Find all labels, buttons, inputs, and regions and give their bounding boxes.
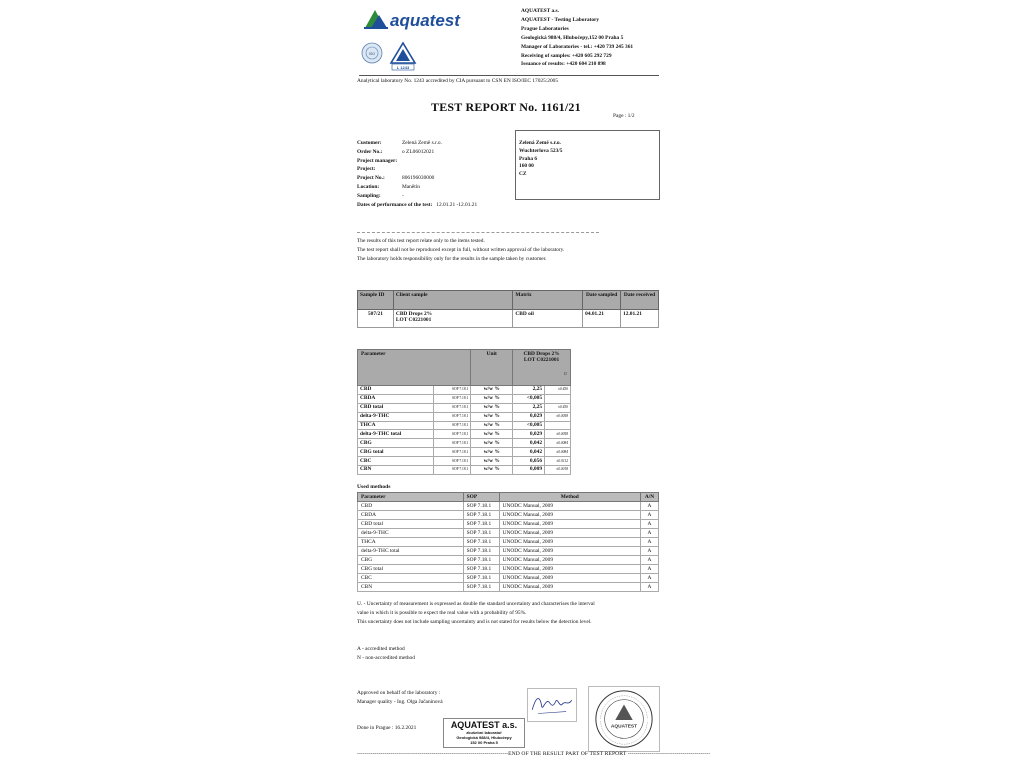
cell-u: ±0.0084 xyxy=(545,448,571,457)
report-notes: The results of this test report relate only to the items tested. The test report shall not be reproduced except in full, without written approval of the laboratory. The laboratory holds responsibility only for the results in the sample taken by customer. xyxy=(357,238,565,262)
cell-sop: SOP 7.18.1 xyxy=(433,466,471,475)
cell-value: 0,042 xyxy=(513,439,545,448)
col-parameter: Parameter xyxy=(358,350,471,386)
page-number: Page : 1/2 xyxy=(613,113,635,119)
cell-method-0: CBD total xyxy=(358,520,464,529)
cell-value: <0,005 xyxy=(513,421,545,430)
cell-method-2: UNODC Manual, 2009 xyxy=(499,538,640,547)
table-row xyxy=(358,538,659,547)
cell-u: ±0.0018 xyxy=(545,466,571,475)
cell-sop: SOP 7.18.1 xyxy=(433,394,471,403)
table-row xyxy=(358,448,571,457)
table-row xyxy=(358,547,659,556)
col-sample: CBD Drops 2% LOT C0221001 U xyxy=(513,350,571,386)
end-of-results-line: -----------------------------------------------------------------------------END OF THE RESULT PART OF TEST REPORT ------------------------------------------ xyxy=(357,751,711,757)
cell-sop: SOP 7.18.1 xyxy=(433,386,471,395)
table-row: 507/21 CBD Drops 2% LOT C0221001 CBD oil 04.01.21 12.01.21 xyxy=(358,310,659,328)
cell-unit: w/w % xyxy=(471,448,513,457)
cell-param: CBDA xyxy=(358,394,434,403)
iso-certification-icon xyxy=(361,41,383,67)
table-row xyxy=(358,502,659,511)
cell-method-2: UNODC Manual, 2009 xyxy=(499,511,640,520)
table-row xyxy=(358,583,659,592)
cell-method-3: A xyxy=(641,556,659,565)
test-report-page xyxy=(355,0,711,768)
cell-param: delta-9-THC xyxy=(358,412,434,421)
cell-method-3: A xyxy=(641,502,659,511)
cell-method-0: delta-9-THC total xyxy=(358,547,464,556)
cell-unit: w/w % xyxy=(471,386,513,395)
sample-table xyxy=(357,290,659,328)
cell-param: CBD total xyxy=(358,403,434,412)
cell-param: CBD xyxy=(358,386,434,395)
col-client-sample: Client sample xyxy=(393,291,512,310)
table-row xyxy=(358,511,659,520)
cell-unit: w/w % xyxy=(471,439,513,448)
cell-method-2: UNODC Manual, 2009 xyxy=(499,502,640,511)
table-row xyxy=(358,457,571,466)
cia-accreditation-icon xyxy=(388,41,418,71)
cell-unit: w/w % xyxy=(471,403,513,412)
col-matrix: Matrix xyxy=(513,291,583,310)
cell-value: 0,009 xyxy=(513,466,545,475)
used-methods-title: Used methods xyxy=(357,484,391,490)
cell-sop: SOP 7.18.1 xyxy=(433,421,471,430)
table-row xyxy=(358,394,571,403)
laboratory-stamp: AQUATEST a.s. zkušební laboratoř Geologická 988/4, Hlubočepy 152 00 Praha 5 xyxy=(443,718,525,748)
cell-u: ±0.0058 xyxy=(545,412,571,421)
approval-block: Approved on behalf of the laboratory : Manager quality - Ing. Olga Jačaninová xyxy=(357,690,443,706)
cert2-label: L 1243 xyxy=(396,65,410,70)
cell-method-1: SOP 7.18.1 xyxy=(463,529,499,538)
table-row xyxy=(358,565,659,574)
accreditation-round-stamp xyxy=(588,686,660,752)
report-title: TEST REPORT No. 1161/21 xyxy=(431,100,581,114)
cell-u xyxy=(545,421,571,430)
cell-method-3: A xyxy=(641,574,659,583)
dates-row: Dates of performance of the test: 12.01.21 -12.01.21 xyxy=(357,201,478,208)
cell-unit: w/w % xyxy=(471,430,513,439)
cell-param: CBG xyxy=(358,439,434,448)
cell-method-2: UNODC Manual, 2009 xyxy=(499,556,640,565)
cell-method-1: SOP 7.18.1 xyxy=(463,574,499,583)
cell-method-0: delta-9-THC xyxy=(358,529,464,538)
col-method: Method xyxy=(499,493,640,502)
cell-value: 0,029 xyxy=(513,430,545,439)
cell-method-2: UNODC Manual, 2009 xyxy=(499,529,640,538)
project-no-row: Project No.: 806196030000 xyxy=(357,175,435,182)
done-date: Done in Prague : 16.2.2021 xyxy=(357,725,417,731)
table-row xyxy=(358,403,571,412)
cell-method-2: UNODC Manual, 2009 xyxy=(499,520,640,529)
cell-sop: SOP 7.18.1 xyxy=(433,403,471,412)
cell-method-0: CBC xyxy=(358,574,464,583)
handwritten-signature xyxy=(527,688,577,722)
cell-sop: SOP 7.18.1 xyxy=(433,412,471,421)
cell-value: 2,25 xyxy=(513,403,545,412)
cell-param: CBC xyxy=(358,457,434,466)
results-table xyxy=(357,349,571,475)
cell-method-3: A xyxy=(641,583,659,592)
cell-method-1: SOP 7.18.1 xyxy=(463,583,499,592)
cell-method-0: CBDA xyxy=(358,511,464,520)
svg-text:ISO: ISO xyxy=(368,52,376,56)
cell-u: ±0.450 xyxy=(545,386,571,395)
cell-method-1: SOP 7.18.1 xyxy=(463,547,499,556)
cell-value: 2,25 xyxy=(513,386,545,395)
cell-sop: SOP 7.18.1 xyxy=(433,448,471,457)
customer-address-box: Zelená Země s.r.o. Wuchterlova 523/5 Praha 6 160 00 CZ xyxy=(515,130,660,200)
used-methods-table xyxy=(357,492,659,592)
cell-method-1: SOP 7.18.1 xyxy=(463,556,499,565)
cell-method-2: UNODC Manual, 2009 xyxy=(499,583,640,592)
cell-method-2: UNODC Manual, 2009 xyxy=(499,565,640,574)
col-unit: Unit xyxy=(471,350,513,386)
cell-method-0: CBN xyxy=(358,583,464,592)
order-row: Order No.: o ZL06012021 xyxy=(357,148,435,155)
cell-param: CBN xyxy=(358,466,434,475)
cell-method-3: A xyxy=(641,547,659,556)
uncertainty-note: U. - Uncertainty of measurement is expressed as double the standard uncertainty and characterises the interval value in which it is possible to expect the real value with a probability of 95%. This uncertainty does not include sampling uncertainty and is not stated for results below the detection level. xyxy=(357,601,595,625)
cell-value: 0,042 xyxy=(513,448,545,457)
cell-u: ±0.0084 xyxy=(545,439,571,448)
cell-value: 0,056 xyxy=(513,457,545,466)
col-an: A/N xyxy=(641,493,659,502)
lab-info: AQUATEST a.s. AQUATEST - Testing Laboratory Prague Laboratories Geologická 988/4, Hlubočepy,152 00 Praha 5 Manager of Laboratories - tel.: +420 739 245 361 Receiving of samples: +420 605 292 729 Issuance of results: +420 604 210 898 xyxy=(521,8,634,68)
cell-unit: w/w % xyxy=(471,394,513,403)
cell-method-3: A xyxy=(641,520,659,529)
cell-value: 0,029 xyxy=(513,412,545,421)
section-divider xyxy=(357,232,599,233)
cell-u: ±0.450 xyxy=(545,403,571,412)
table-row xyxy=(358,412,571,421)
table-row xyxy=(358,556,659,565)
method-legend: A - accredited method N - non-accredited method xyxy=(357,646,415,661)
table-row xyxy=(358,520,659,529)
table-row xyxy=(358,529,659,538)
svg-text:aquatest: aquatest xyxy=(390,11,460,30)
cell-u xyxy=(545,394,571,403)
customer-details xyxy=(357,139,515,209)
cell-value: <0,005 xyxy=(513,394,545,403)
table-row xyxy=(358,574,659,583)
cell-method-1: SOP 7.18.1 xyxy=(463,520,499,529)
header-divider xyxy=(359,75,659,76)
cell-param: THCA xyxy=(358,421,434,430)
col-method-sop: SOP xyxy=(463,493,499,502)
cell-method-1: SOP 7.18.1 xyxy=(463,565,499,574)
col-date-sampled: Date sampled xyxy=(583,291,621,310)
col-date-received: Date received xyxy=(621,291,659,310)
cell-method-1: SOP 7.18.1 xyxy=(463,502,499,511)
location-row: Location: Manětín xyxy=(357,183,420,190)
table-row xyxy=(358,439,571,448)
cell-method-0: CBG xyxy=(358,556,464,565)
col-uncertainty: U xyxy=(564,371,567,376)
cell-sop: SOP 7.18.1 xyxy=(433,439,471,448)
cell-method-0: THCA xyxy=(358,538,464,547)
cell-method-3: A xyxy=(641,529,659,538)
cell-method-0: CBD xyxy=(358,502,464,511)
cell-method-0: CBG total xyxy=(358,565,464,574)
col-sample-id: Sample ID xyxy=(358,291,394,310)
sampling-row: Sampling: - xyxy=(357,192,404,199)
cell-u: ±0.0058 xyxy=(545,430,571,439)
aquatest-logo xyxy=(361,6,479,32)
table-row xyxy=(358,466,571,475)
cell-method-3: A xyxy=(641,538,659,547)
cell-u: ±0.0112 xyxy=(545,457,571,466)
cell-sop: SOP 7.18.1 xyxy=(433,430,471,439)
cell-method-1: SOP 7.18.1 xyxy=(463,511,499,520)
cell-param: delta-9-THC total xyxy=(358,430,434,439)
cell-param: CBG total xyxy=(358,448,434,457)
col-method-parameter: Parameter xyxy=(358,493,464,502)
cell-unit: w/w % xyxy=(471,466,513,475)
cell-unit: w/w % xyxy=(471,421,513,430)
project-row: Project: xyxy=(357,166,376,173)
cell-method-2: UNODC Manual, 2009 xyxy=(499,574,640,583)
cell-method-1: SOP 7.18.1 xyxy=(463,538,499,547)
svg-text:AQUATEST: AQUATEST xyxy=(610,724,638,730)
customer-row: Customer: Zelená Země s.r.o. xyxy=(357,140,442,146)
table-row xyxy=(358,386,571,395)
table-row xyxy=(358,421,571,430)
cell-method-2: UNODC Manual, 2009 xyxy=(499,547,640,556)
project-manager-row: Project manager: xyxy=(357,157,398,164)
table-row xyxy=(358,430,571,439)
cell-method-3: A xyxy=(641,565,659,574)
cell-unit: w/w % xyxy=(471,412,513,421)
accreditation-text: Analytical laboratory No. 1243 accredited by CIA pursuant to CSN EN ISO/IEC 17025:2005 xyxy=(357,78,559,84)
cell-unit: w/w % xyxy=(471,457,513,466)
cell-method-3: A xyxy=(641,511,659,520)
cell-sop: SOP 7.18.1 xyxy=(433,457,471,466)
